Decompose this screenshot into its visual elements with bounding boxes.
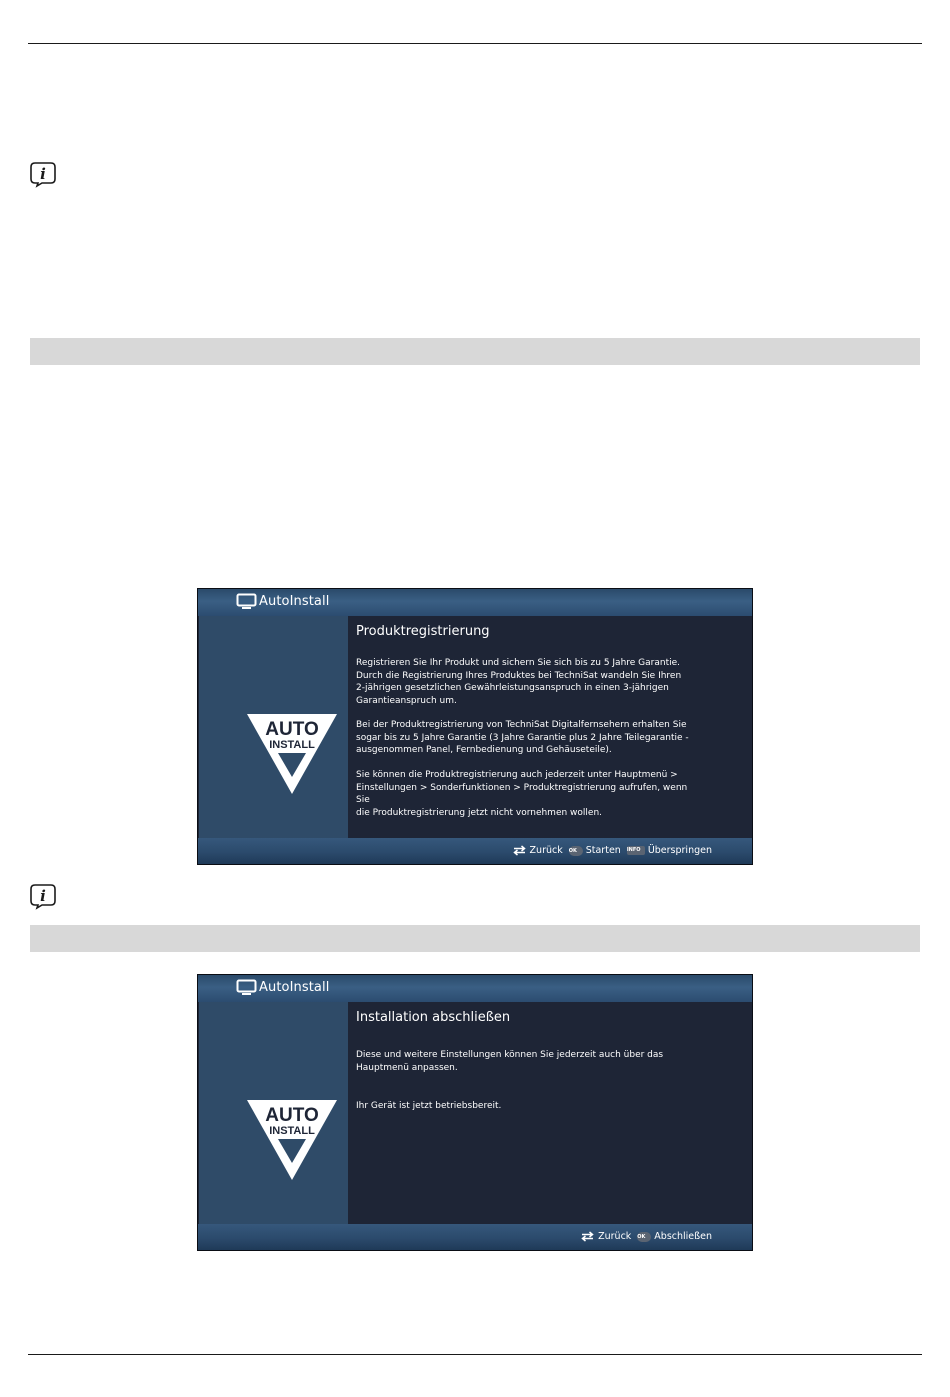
tv-icon xyxy=(236,593,258,614)
autoinstall-screen-finish xyxy=(197,974,753,1251)
info-icon xyxy=(30,160,58,188)
logo-panel xyxy=(199,1002,348,1225)
tv-icon xyxy=(236,979,258,1000)
hint-back[interactable] xyxy=(512,845,563,856)
header-rule xyxy=(28,43,922,44)
back-arrows-icon xyxy=(580,1231,595,1242)
section-bar xyxy=(30,338,920,365)
back-arrows-icon xyxy=(512,845,527,856)
hint-finish-label: Abschließen xyxy=(654,1231,712,1242)
svg-text:i: i xyxy=(40,165,46,183)
paragraph: Ihr Gerät ist jetzt betriebsbereit. xyxy=(356,1101,502,1111)
hint-back-label: Zurück xyxy=(598,1231,632,1242)
content-area xyxy=(348,1002,752,1225)
paragraph: Sie können die Produktregistrierung auch jederzeit unter Hauptmenü > Einstellungen > Sonderfunktionen > Produktregistrierung aufrufen, wenn Sie die Produktregistrierung jetzt nicht vornehmen wollen. xyxy=(356,770,688,818)
ok-key-icon: OK xyxy=(637,1232,651,1242)
auto-install-logo xyxy=(246,713,338,795)
logo-text-install: INSTALL xyxy=(269,1125,315,1137)
screen-titlebar xyxy=(198,975,752,1002)
autoinstall-screen-registration xyxy=(197,588,753,865)
hint-skip[interactable] xyxy=(627,845,712,856)
content-area xyxy=(348,616,752,839)
hint-bar xyxy=(198,838,752,864)
screen-titlebar xyxy=(198,589,752,616)
hint-start-label: Starten xyxy=(585,845,621,856)
paragraph: Bei der Produktregistrierung von TechniSat Digitalfernsehern erhalten Sie sogar bis zu 5 Jahre Garantie (3 Jahre Garantie plus 2 Jahre Teilegarantie - ausgenommen Panel, Fernbedienung und Gehäuseteile). xyxy=(356,720,689,755)
app-title: AutoInstall xyxy=(259,594,330,609)
paragraph: Diese und weitere Einstellungen können Sie jederzeit auch über das Hauptmenü anpassen. xyxy=(356,1050,664,1073)
info-icon xyxy=(30,882,58,910)
hint-back-label: Zurück xyxy=(529,845,563,856)
info-key-icon: INFO xyxy=(627,846,645,855)
hint-start[interactable] xyxy=(569,845,621,856)
logo-text-auto: AUTO xyxy=(265,719,319,740)
logo-panel xyxy=(199,616,348,839)
hint-bar xyxy=(198,1224,752,1250)
footer-rule xyxy=(28,1354,922,1355)
auto-install-logo xyxy=(246,1099,338,1181)
paragraph: Registrieren Sie Ihr Produkt und sichern Sie sich bis zu 5 Jahre Garantie. Durch die Registrierung Ihres Produktes bei TechniSat wandeln Sie Ihren 2-jährigen gesetzlichen Gewährleistungsanspruch in einen 3-jährigen Garantieanspruch um. xyxy=(356,658,682,706)
section-bar xyxy=(30,925,920,952)
screen-heading: Installation abschließen xyxy=(356,1010,511,1025)
screen-heading: Produktregistrierung xyxy=(356,624,490,639)
hint-back[interactable] xyxy=(580,1231,631,1242)
logo-text-install: INSTALL xyxy=(269,739,315,751)
hint-finish[interactable] xyxy=(637,1231,712,1242)
hint-skip-label: Überspringen xyxy=(647,845,712,856)
logo-text-auto: AUTO xyxy=(265,1105,319,1126)
ok-key-icon: OK xyxy=(569,846,583,856)
svg-text:i: i xyxy=(40,887,46,905)
app-title: AutoInstall xyxy=(259,980,330,995)
